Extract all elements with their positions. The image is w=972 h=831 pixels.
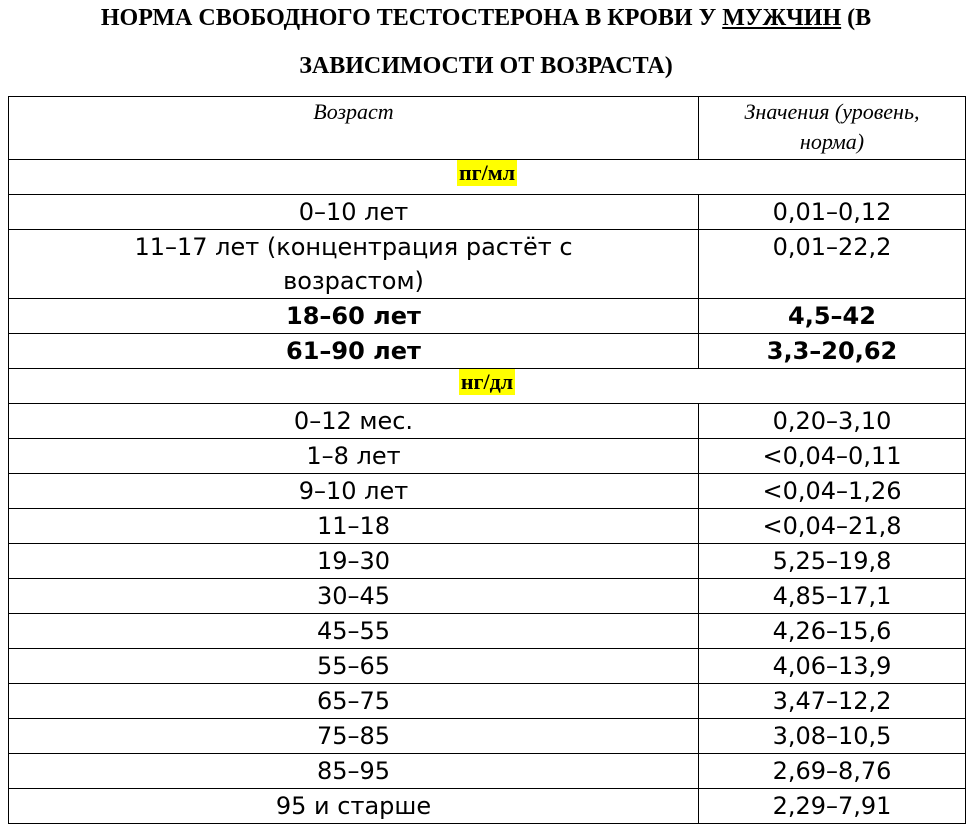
title-text-before: НОРМА СВОБОДНОГО ТЕСТОСТЕРОНА В КРОВИ У [100,5,723,31]
value-cell: 2,29–7,91 [699,789,966,824]
value-cell: 4,26–15,6 [699,614,966,649]
table-row [9,719,966,754]
table-row [9,474,966,509]
value-cell: <0,04–21,8 [699,509,966,544]
table-row [9,509,966,544]
unit-label-pg-ml: пг/мл [458,160,516,185]
table-row [9,334,966,369]
title-underlined-word: МУЖЧИН [722,5,842,31]
value-cell: 0,20–3,10 [699,404,966,439]
value-cell: <0,04–1,26 [699,474,966,509]
unit-cell [9,369,966,404]
table-header-row [9,97,966,160]
age-cell-line2: возрастом) [283,267,424,295]
table-row [9,439,966,474]
page-title [0,4,972,32]
value-cell: <0,04–0,11 [699,439,966,474]
table-row [9,614,966,649]
age-cell: 75–85 [9,719,699,754]
age-cell: 45–55 [9,614,699,649]
value-cell: 3,47–12,2 [699,684,966,719]
value-cell: 2,69–8,76 [699,754,966,789]
table-row [9,404,966,439]
unit-row-pg-ml [9,160,966,195]
value-cell: 4,5–42 [699,299,966,334]
table-row [9,195,966,230]
table-row [9,299,966,334]
value-cell: 0,01–22,2 [699,230,966,299]
age-cell: 0–12 мес. [9,404,699,439]
age-cell: 18–60 лет [9,299,699,334]
table-row [9,754,966,789]
value-cell: 5,25–19,8 [699,544,966,579]
age-cell: 95 и старше [9,789,699,824]
table-row [9,649,966,684]
header-values [699,97,966,160]
unit-label-ng-dl: нг/дл [460,369,514,394]
age-cell: 30–45 [9,579,699,614]
table-row [9,544,966,579]
header-values-line2: норма) [799,129,865,154]
table-row [9,230,966,299]
age-cell [9,230,699,299]
unit-cell [9,160,966,195]
value-cell: 4,85–17,1 [699,579,966,614]
age-cell: 55–65 [9,649,699,684]
value-cell: 4,06–13,9 [699,649,966,684]
age-cell: 1–8 лет [9,439,699,474]
value-cell: 3,08–10,5 [699,719,966,754]
header-age-label: Возраст [313,99,394,124]
value-cell: 3,3–20,62 [699,334,966,369]
age-cell: 19–30 [9,544,699,579]
table-row [9,789,966,824]
age-cell: 11–18 [9,509,699,544]
unit-row-ng-dl [9,369,966,404]
header-values-line1: Значения (уровень, [744,99,920,124]
table-row [9,579,966,614]
age-cell-line1: 11–17 лет (концентрация растёт с [134,233,573,261]
title-text-after: (В [841,5,872,31]
age-cell: 61–90 лет [9,334,699,369]
age-cell: 65–75 [9,684,699,719]
testosterone-norms-table [8,96,966,824]
header-age [9,97,699,160]
age-cell: 0–10 лет [9,195,699,230]
page-title-line2: ЗАВИСИМОСТИ ОТ ВОЗРАСТА) [299,53,673,79]
age-cell: 85–95 [9,754,699,789]
value-cell: 0,01–0,12 [699,195,966,230]
age-cell: 9–10 лет [9,474,699,509]
table-row [9,684,966,719]
